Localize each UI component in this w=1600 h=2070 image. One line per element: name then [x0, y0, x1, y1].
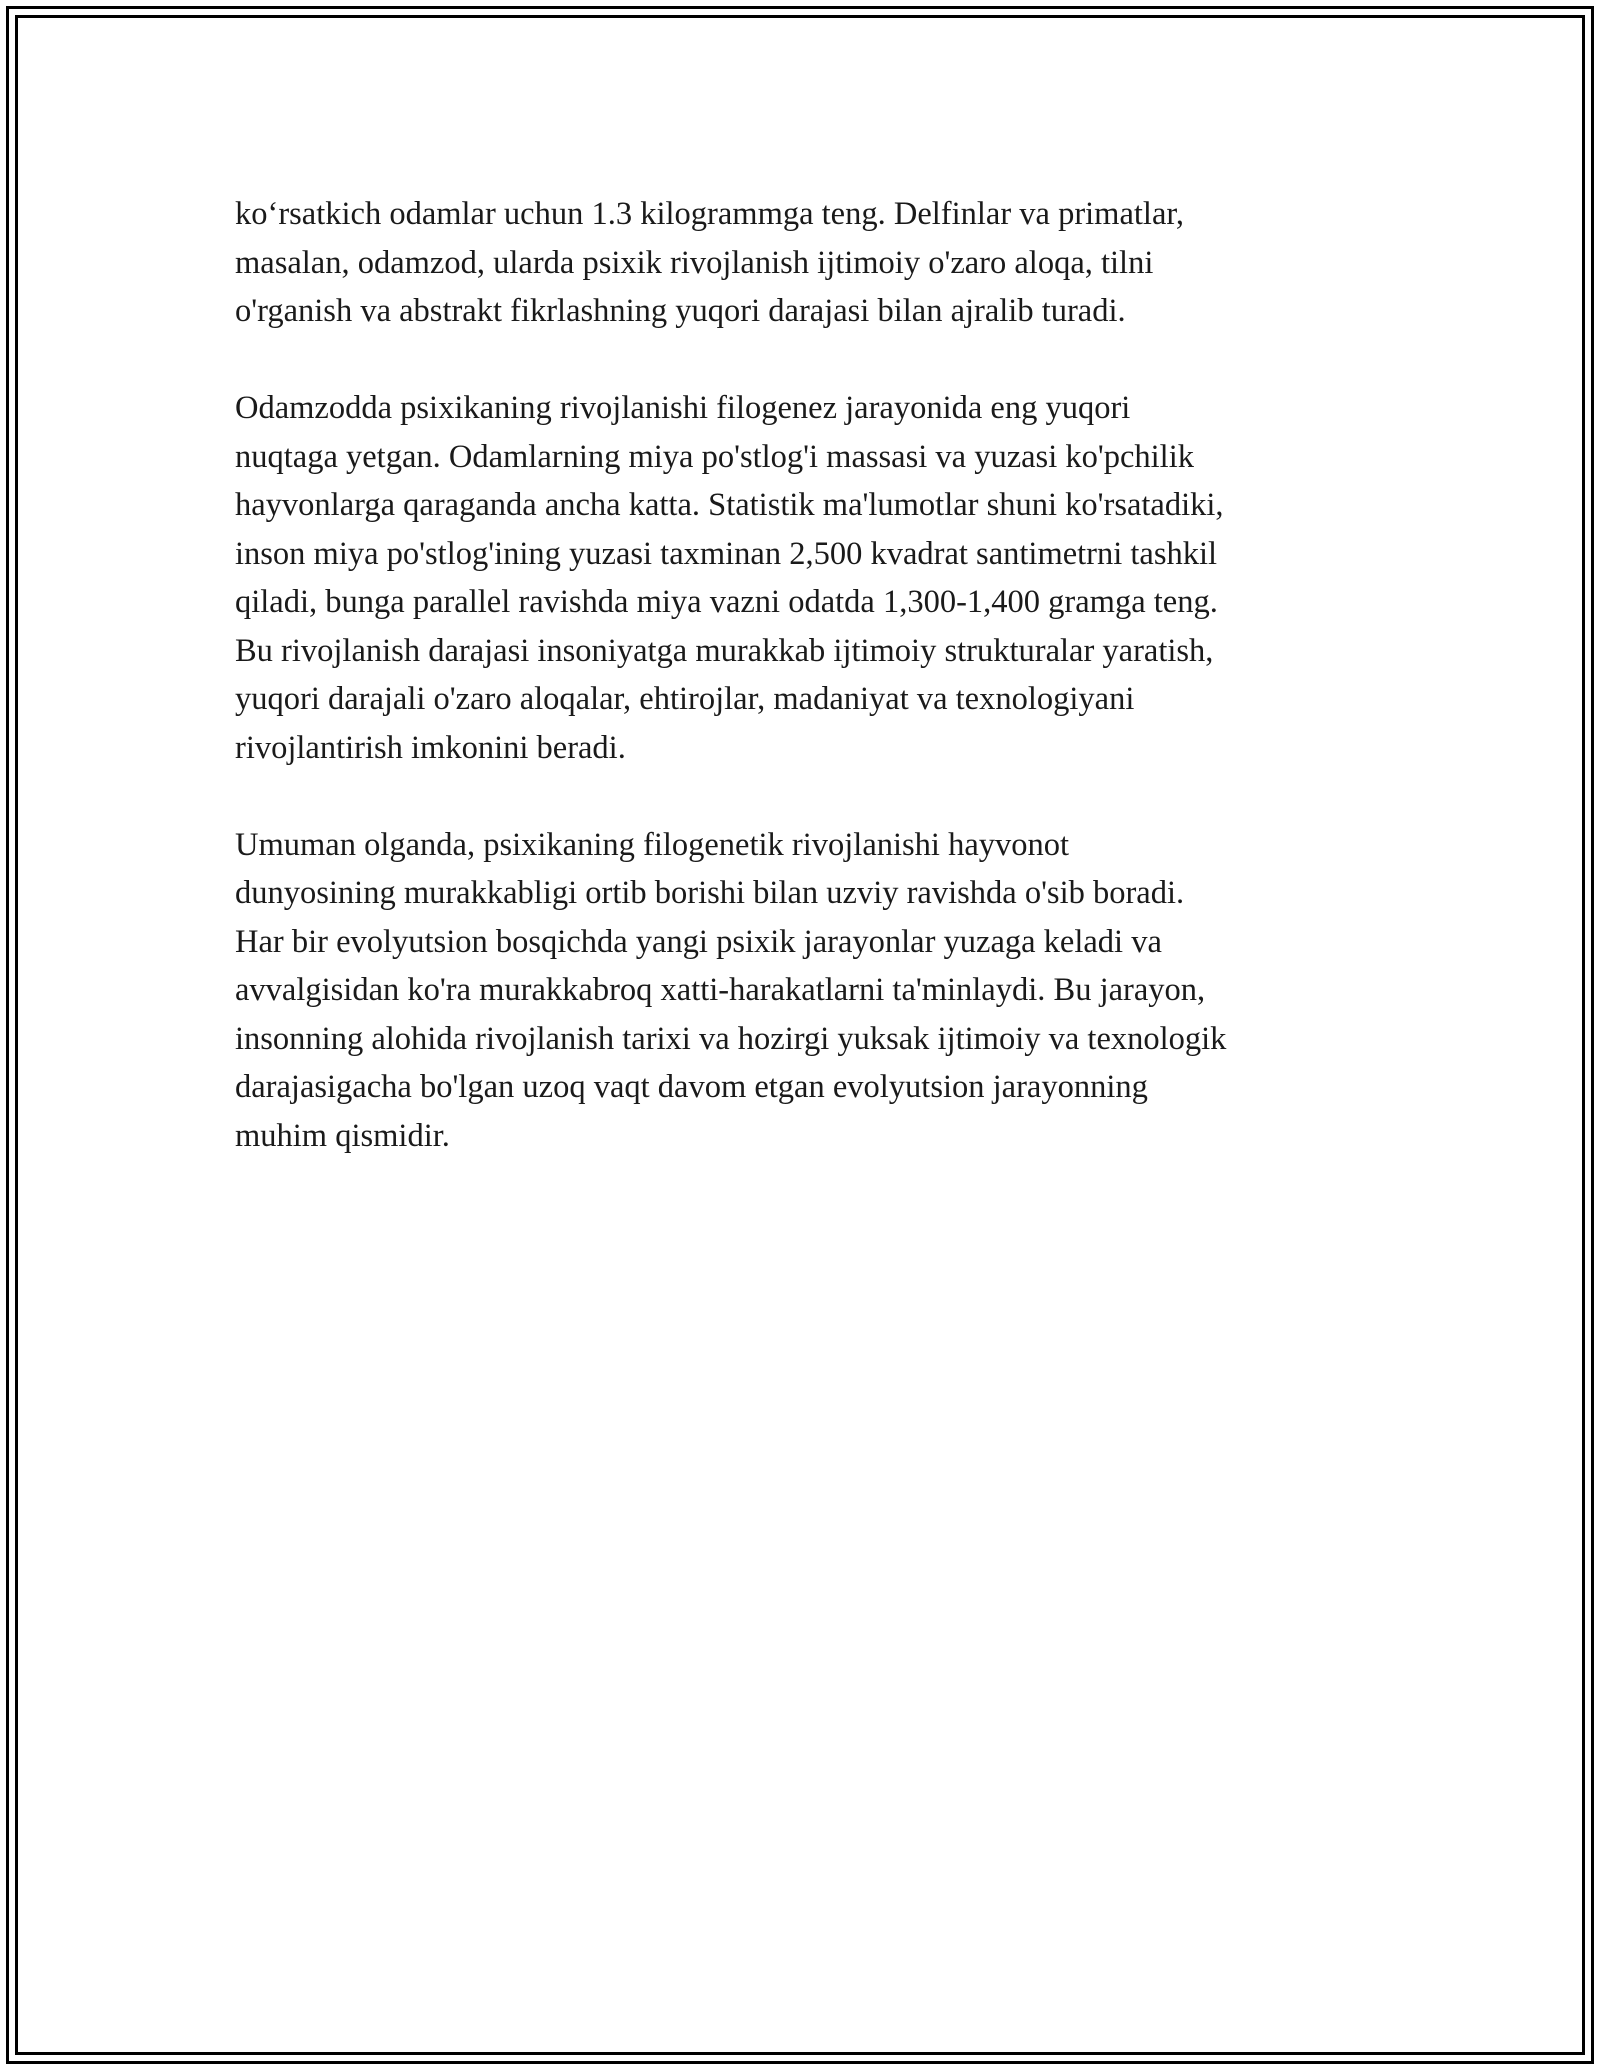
text-line: Odamzodda psixikaning rivojlanishi filogenez jarayonida eng yuqori [235, 390, 1131, 426]
text-line: yuqori darajali o'zaro aloqalar, ehtirojlar, madaniyat va texnologiyani [235, 681, 1135, 717]
document-body [235, 190, 1385, 1209]
text-line: dunyosining murakkabligi ortib borishi bilan uzviy ravishda o'sib boradi. [235, 875, 1185, 911]
text-line: o'rganish va abstrakt fikrlashning yuqori darajasi bilan ajralib turadi. [235, 293, 1126, 329]
text-line: Bu rivojlanish darajasi insoniyatga murakkab ijtimoiy strukturalar yaratish, [235, 632, 1214, 669]
text-line: insonning alohida rivojlanish tarixi va hozirgi yuksak ijtimoiy va texnologik [235, 1020, 1227, 1057]
text-line: ko‘rsatkich odamlar uchun 1.3 kilogrammga teng. Delfinlar va primatlar, [235, 196, 1185, 232]
paragraph-3 [235, 821, 1385, 1161]
text-line: darajasigacha bo'lgan uzoq vaqt davom etgan evolyutsion jarayonning [235, 1069, 1148, 1105]
text-line: nuqtaga yetgan. Odamlarning miya po'stlog'i massasi va yuzasi ko'pchilik [235, 438, 1194, 475]
paragraph-1 [235, 190, 1385, 336]
paragraph-2 [235, 384, 1385, 772]
text-line: muhim qismidir. [235, 1117, 450, 1154]
text-line: masalan, odamzod, ularda psixik rivojlanish ijtimoiy o'zaro aloqa, tilni [235, 244, 1154, 281]
text-line: hayvonlarga qaraganda ancha katta. Statistik ma'lumotlar shuni ko'rsatadiki, [235, 487, 1224, 523]
text-line: avvalgisidan ko'ra murakkabroq xatti-harakatlarni ta'minlaydi. Bu jarayon, [235, 972, 1206, 1008]
text-line: Har bir evolyutsion bosqichda yangi psixik jarayonlar yuzaga keladi va [235, 923, 1162, 960]
text-line: Umuman olganda, psixikaning filogenetik rivojlanishi hayvonot [235, 826, 1070, 863]
text-line: inson miya po'stlog'ining yuzasi taxminan 2,500 kvadrat santimetrni tashkil [235, 535, 1218, 572]
text-line: rivojlantirish imkonini beradi. [235, 729, 626, 766]
text-line: qiladi, bunga parallel ravishda miya vazni odatda 1,300-1,400 gramga teng. [235, 584, 1218, 620]
